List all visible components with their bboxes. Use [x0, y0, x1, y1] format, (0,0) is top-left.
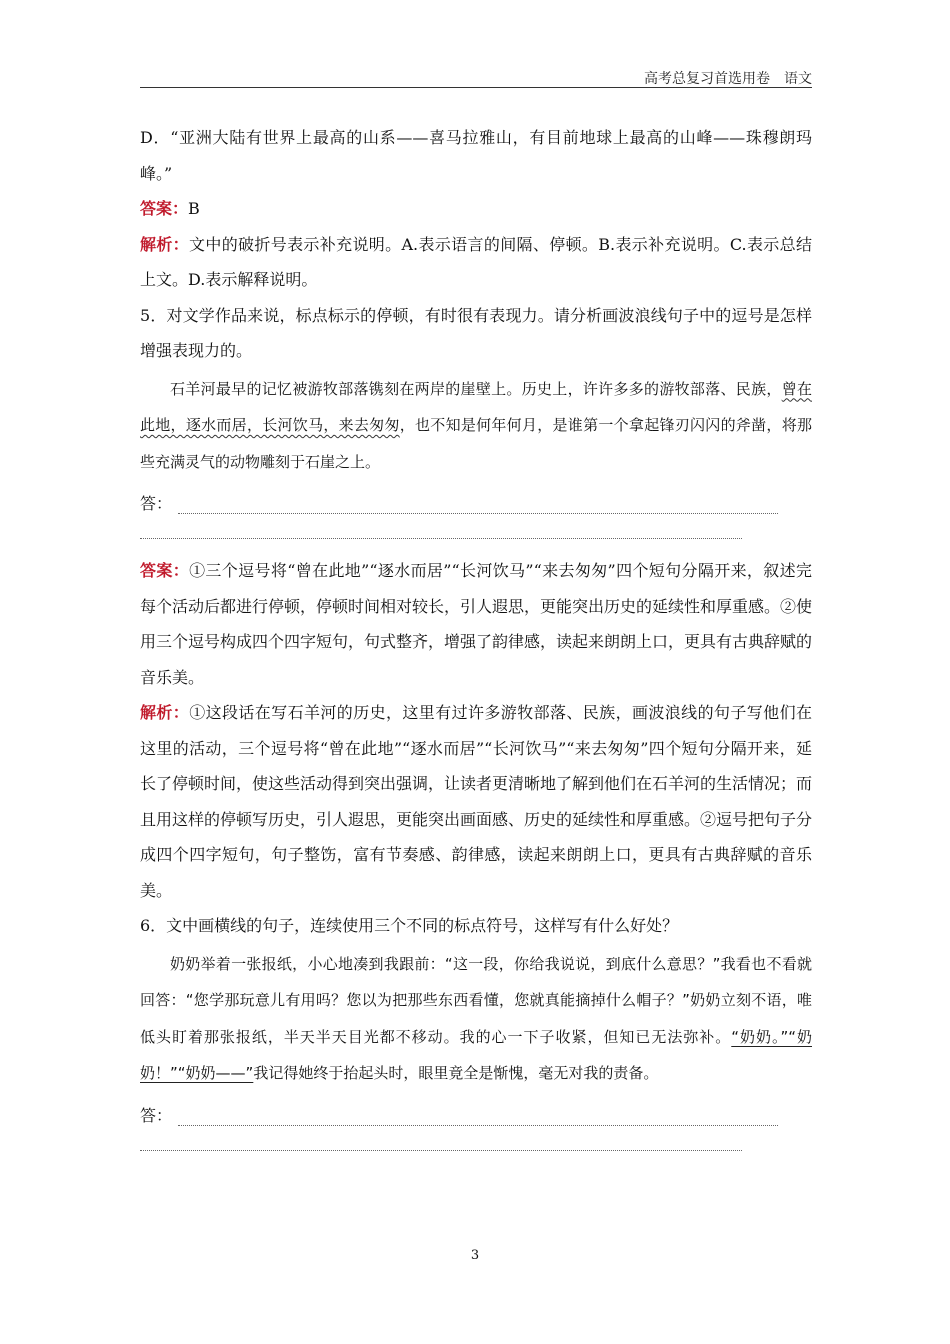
- q4-analysis: [140, 227, 812, 298]
- q5-question: 5．对文学作品来说，标点标示的停顿，有时很有表现力。请分析画波浪线句子中的逗号是怎样增强表现力的。: [140, 305, 812, 360]
- passage-text: 我记得她终于抬起头时，眼里竟全是惭愧，毫无对我的责备。: [253, 1064, 659, 1082]
- header-rule: [140, 87, 812, 88]
- answer-label: 答案：: [140, 199, 189, 218]
- answer-prompt: 答：: [140, 494, 173, 513]
- q6-answer-line: [140, 1092, 812, 1126]
- analysis-label: 解析：: [140, 234, 190, 254]
- answer-prompt: 答：: [140, 1105, 173, 1125]
- answer-label: 答案：: [140, 561, 190, 580]
- underlined-sentence: “奶奶。”“奶奶！”“奶奶——”: [140, 1027, 812, 1082]
- page-number: 3: [470, 1248, 480, 1263]
- q6-question: 6．文中画横线的句子，连续使用三个不同的标点符号，这样写有什么好处？: [140, 916, 679, 935]
- q5-answer: [140, 553, 812, 695]
- option-d: D．“亚洲大陆有世界上最高的山系——喜马拉雅山，有目前地球上最高的山峰——珠穆朗玛峰。”: [140, 128, 812, 183]
- passage-text: 石羊河最早的记忆被游牧部落镌刻在两岸的崖壁上。历史上，许许多多的游牧部落、民族，: [170, 379, 782, 398]
- wavy-underlined-sentence: 曾在此地，逐水而居，长河饮马，来去匆匆: [140, 379, 812, 434]
- q4-answer: [140, 191, 812, 227]
- q5-analysis: [140, 695, 812, 908]
- answer-value: B: [188, 199, 200, 218]
- answer-blank[interactable]: [140, 1126, 742, 1151]
- passage-text: ，也不知是何年何月，是谁第一个拿起锋刃闪闪的斧凿，将那些充满灵气的动物雕刻于石崖之上。: [140, 416, 812, 471]
- page-header: 高考总复习首选用卷 语文: [644, 71, 812, 87]
- analysis-text: 文中的破折号表示补充说明。A.表示语言的间隔、停顿。B.表示补充说明。C.表示总结上文。D.表示解释说明。: [140, 234, 812, 289]
- q5-answer-line: [140, 480, 812, 514]
- answer-blank[interactable]: [140, 514, 742, 539]
- q6-passage: [140, 946, 812, 1092]
- answer-blank[interactable]: [178, 1109, 778, 1126]
- passage-text: 奶奶举着一张报纸，小心地凑到我跟前：“这一段，你给我说说，到底什么意思？”我看也不看就回答：“您学那玩意儿有用吗？您以为把那些东西看懂，您就真能摘掉什么帽子？”奶奶立刻不语，唯低头盯着那张报纸，半天半天目光都不移动。我的心一下子收紧，但知已无法弥补。: [140, 954, 812, 1046]
- analysis-text: ①这段话在写石羊河的历史，这里有过许多游牧部落、民族，画波浪线的句子写他们在这里的活动，三个逗号将“曾在此地”“逐水而居”“长河饮马”“来去匆匆”四个短句分隔开来，延长了停顿时间，使这些活动得到突出强调，让读者更清晰地了解到他们在石羊河的生活情况；而且用这样的停顿写历史，引人遐思，更能突出画面感、历史的延续性和厚重感。②逗号把句子分成四个四字短句，句子整饬，富有节奏感、韵律感，读起来朗朗上口，更具有古典辞赋的音乐美。: [140, 703, 813, 900]
- q5-passage: [140, 371, 812, 481]
- analysis-label: 解析：: [140, 703, 190, 722]
- answer-text: ①三个逗号将“曾在此地”“逐水而居”“长河饮马”“来去匆匆”四个短句分隔开来，叙述完每个活动后都进行停顿，停顿时间相对较长，引人遐思，更能突出历史的延续性和厚重感。②使用三个逗号构成四个四字短句，句式整齐，增强了韵律感，读起来朗朗上口，更具有古典辞赋的音乐美。: [140, 561, 813, 687]
- answer-blank[interactable]: [178, 497, 778, 514]
- page-content: [140, 120, 812, 1151]
